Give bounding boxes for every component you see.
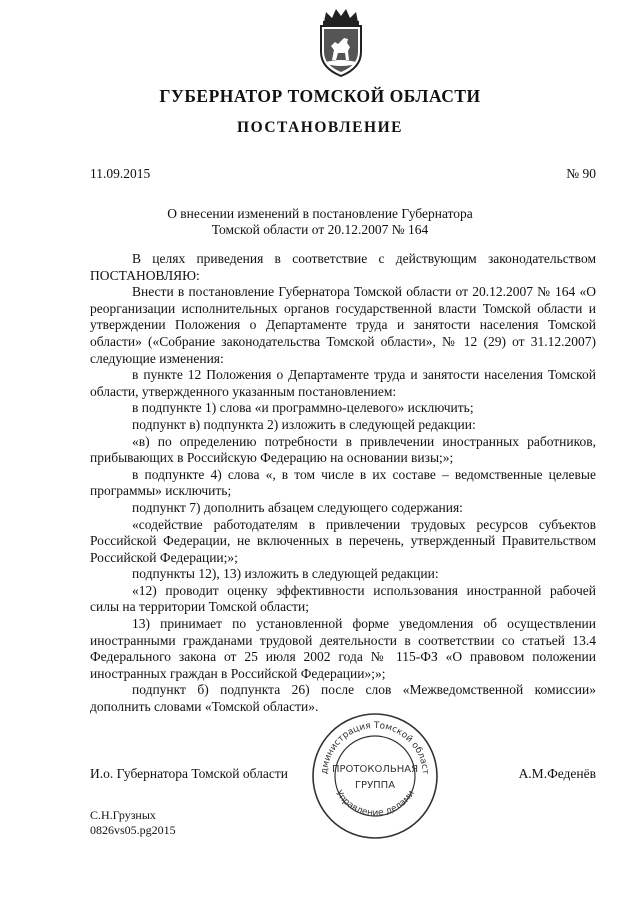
- document-type: ПОСТАНОВЛЕНИЕ: [237, 119, 403, 136]
- signatory-name: А.М.Феденёв: [518, 766, 596, 781]
- document-date: 11.09.2015: [90, 166, 151, 181]
- signatory-position: И.о. Губернатора Томской области: [90, 766, 288, 781]
- document-number: № 90: [566, 166, 596, 181]
- svg-text:Управление делами: [333, 789, 417, 819]
- file-code: 0826vs05.pg2015: [90, 823, 176, 837]
- tomsk-coat-of-arms-icon: [314, 6, 368, 78]
- stamp-top-text: дминистрация Томской област: [319, 720, 431, 775]
- body-paragraph: подпункт б) подпункта 26) после слов «Межведомственной комиссии» дополнить словами «Томской области».: [90, 682, 596, 715]
- executor-name: С.Н.Грузных: [90, 808, 156, 822]
- subject-line: Томской области от 20.12.2007 № 164: [211, 222, 429, 237]
- body-paragraph: В целях приведения в соответствие с действующим законодательством ПОСТАНОВЛЯЮ:: [90, 251, 596, 283]
- stamp-inner-line: ГРУППА: [354, 780, 396, 791]
- body-paragraph: 13) принимает по установленной форме уведомления об осуществлении иностранными гражданами трудовой деятельности в соответствии со статьей 13.4 Федерального закона от 25 июля 2002 года № 115-ФЗ «О правовом положении иностранных граждан в Российской Федерации»;»;: [90, 616, 596, 681]
- body-paragraph: подпункт 7) дополнить абзацем следующего содержания:: [132, 499, 463, 515]
- stamp-inner-line: ПРОТОКОЛЬНАЯ: [331, 764, 419, 775]
- official-stamp: [309, 710, 441, 842]
- body-paragraph: «содействие работодателям в привлечении трудовых ресурсов субъектов Российской Федерации, не включенных в перечень, утвержденный Правительством Российской Федерации;»;: [90, 516, 596, 565]
- issuer-title: ГУБЕРНАТОР ТОМСКОЙ ОБЛАСТИ: [159, 86, 481, 106]
- body-paragraph: подпункт в) подпункта 2) изложить в следующей редакции:: [132, 416, 476, 432]
- body-paragraph: «12) проводит оценку эффективности использования иностранной рабочей силы на территории Томской области;: [90, 582, 596, 615]
- body-paragraph: в пункте 12 Положения о Департаменте труда и занятости населения Томской области, утвержденного указанным постановлением:: [90, 367, 596, 399]
- stamp-bottom-text: Управление делами: [333, 788, 417, 819]
- body-paragraph: в подпункте 4) слова «, в том числе в их составе – ведомственные целевые программы» исключить;: [90, 466, 596, 499]
- body-paragraph: подпункты 12), 13) изложить в следующей редакции:: [132, 566, 439, 582]
- document-body: [90, 251, 596, 716]
- subject-line: О внесении изменений в постановление Губернатора: [167, 206, 473, 221]
- body-paragraph: «в) по определению потребности в привлечении иностранных работников, прибывающих в Российскую Федерацию на основании визы;»;: [90, 433, 596, 466]
- body-paragraph: Внести в постановление Губернатора Томской области от 20.12.2007 № 164 «О реорганизации исполнительных органов государственной власти Томской области и утверждении Положения о Департаменте труда и занятости населения Томской области» («Собрание законодательства Томской области», № 12 (29) от 31.12.2007) следующие изменения:: [90, 284, 596, 366]
- document-subject: [0, 206, 640, 238]
- footer-notes: [90, 808, 176, 838]
- body-paragraph: в подпункте 1) слова «и программно-целевого» исключить;: [132, 400, 474, 416]
